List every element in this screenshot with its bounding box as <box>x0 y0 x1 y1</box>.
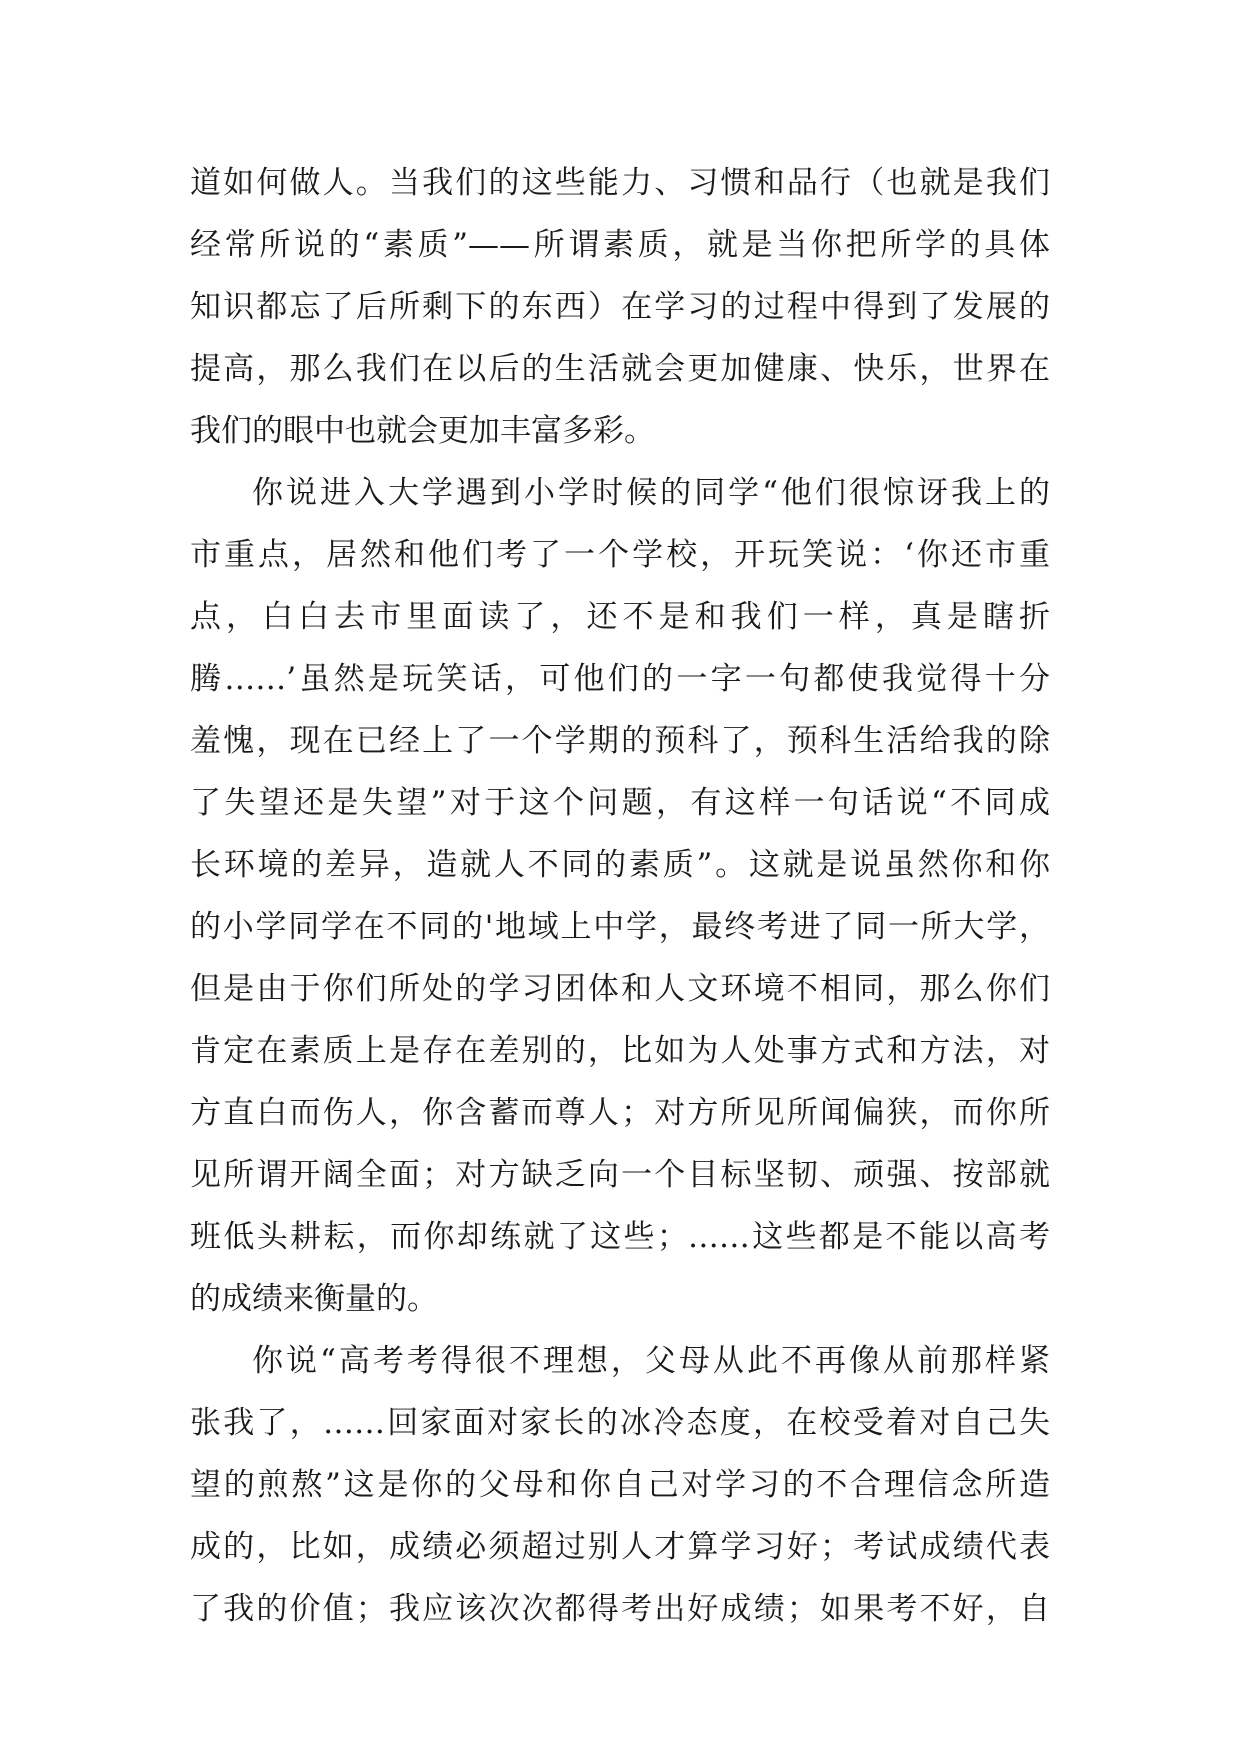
body-text <box>190 152 1050 1640</box>
text-line: 的小学同学在不同的'地域上中学，最终考进了同一所大学， <box>190 909 1050 945</box>
paragraph <box>190 152 1050 462</box>
paragraph <box>190 462 1050 1330</box>
text-line: 市重点，居然和他们考了一个学校，开玩笑说：‘你还市重 <box>190 537 1050 573</box>
text-line: 方直白而伤人，你含蓄而尊人；对方所见所闻偏狭，而你所 <box>190 1095 1050 1131</box>
text-line: 成的，比如，成绩必须超过别人才算学习好；考试成绩代表 <box>190 1529 1050 1565</box>
text-line: 经常所说的“素质”——所谓素质，就是当你把所学的具体 <box>190 227 1050 263</box>
text-line: 提高，那么我们在以后的生活就会更加健康、快乐，世界在 <box>190 351 1050 387</box>
text-line: 的成绩来衡量的。 <box>190 1281 438 1317</box>
text-line: 了我的价值；我应该次次都得考出好成绩；如果考不好，自 <box>190 1591 1050 1627</box>
text-line: 但是由于你们所处的学习团体和人文环境不相同，那么你们 <box>190 971 1050 1007</box>
text-line: 腾……’虽然是玩笑话，可他们的一字一句都使我觉得十分 <box>190 661 1050 697</box>
text-line: 了失望还是失望”对于这个问题，有这样一句话说“不同成 <box>190 785 1050 821</box>
text-line: 我们的眼中也就会更加丰富多彩。 <box>190 413 655 449</box>
text-line: 肯定在素质上是存在差别的，比如为人处事方式和方法，对 <box>190 1033 1050 1069</box>
text-line: 道如何做人。当我们的这些能力、习惯和品行（也就是我们 <box>190 165 1050 201</box>
text-line: 你说“高考考得很不理想，父母从此不再像从前那样紧 <box>252 1343 1050 1379</box>
text-line: 点，白白去市里面读了，还不是和我们一样，真是瞎折 <box>190 599 1050 635</box>
text-line: 你说进入大学遇到小学时候的同学“他们很惊讶我上的 <box>252 475 1050 511</box>
text-line: 知识都忘了后所剩下的东西）在学习的过程中得到了发展的 <box>190 289 1050 325</box>
text-line: 见所谓开阔全面；对方缺乏向一个目标坚韧、顽强、按部就 <box>190 1157 1050 1193</box>
text-line: 长环境的差异，造就人不同的素质”。这就是说虽然你和你 <box>190 847 1050 883</box>
paragraph <box>190 1330 1050 1640</box>
text-line: 望的煎熬”这是你的父母和你自己对学习的不合理信念所造 <box>190 1467 1050 1503</box>
text-line: 羞愧，现在已经上了一个学期的预科了，预科生活给我的除 <box>190 723 1050 759</box>
text-line: 班低头耕耘，而你却练就了这些；……这些都是不能以高考 <box>190 1219 1050 1255</box>
text-line: 张我了，……回家面对家长的冰冷态度，在校受着对自己失 <box>190 1405 1050 1441</box>
